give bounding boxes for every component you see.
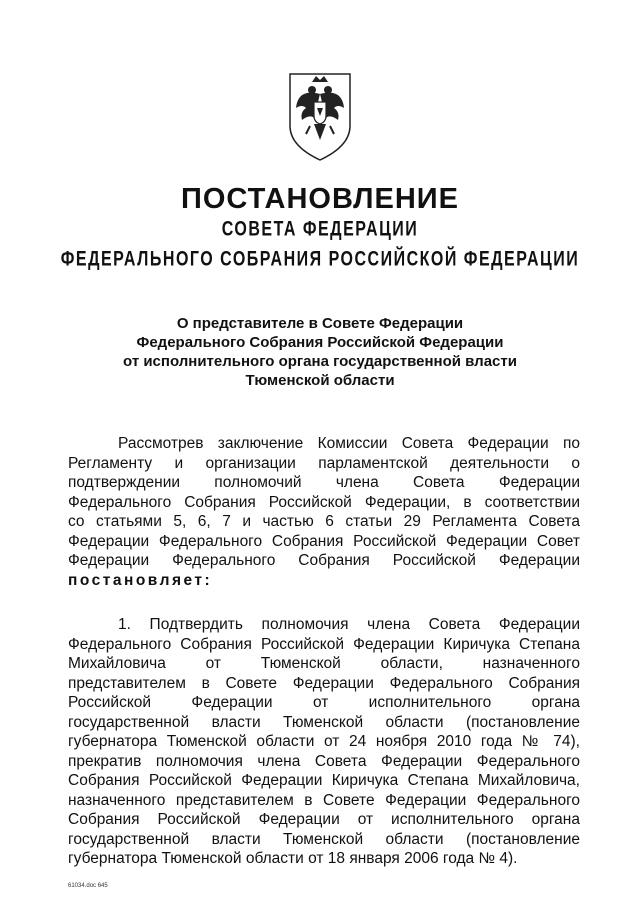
heading-line: Тюменской области bbox=[245, 372, 395, 389]
heading-line: от исполнительного органа государственной власти bbox=[123, 353, 517, 370]
heading-line: Федерального Собрания Российской Федерации bbox=[136, 334, 504, 351]
paragraph-line: Собрания Российской Федерации от исполнительного органа bbox=[68, 811, 580, 828]
paragraph-line: государственной власти Тюменской области (постановление bbox=[68, 830, 580, 848]
document-title: ПОСТАНОВЛЕНИЕ bbox=[181, 183, 459, 215]
paragraph-line: Рассмотрев заключение Комиссии Совета Федерации по bbox=[118, 435, 580, 452]
paragraph-line: подтверждении полномочий члена Совета Федерации bbox=[68, 474, 580, 491]
paragraph-line: губернатора Тюменской области от 18 января 2006 года № 4). bbox=[68, 850, 518, 867]
document-footer-code: 61034.doc 645 bbox=[68, 883, 108, 889]
preamble-paragraph bbox=[68, 434, 580, 590]
paragraph-line: Федерации Федерального Собрания Российской Федерации bbox=[68, 552, 580, 569]
heading-line: О представителе в Совете Федерации bbox=[176, 315, 464, 332]
paragraph-line: Собрания Российской Федерации Киричука Степана Михайловича, bbox=[68, 772, 580, 789]
paragraph-line: прекратив полномочия члена Совета Федерации Федерального bbox=[68, 752, 580, 770]
paragraph-line: со статьями 5, 6, 7 и частью 6 статьи 29 Регламента Совета bbox=[68, 513, 580, 530]
coat-of-arms-emblem bbox=[284, 68, 356, 164]
document-subtitle-assembly: ФЕДЕРАЛЬНОГО СОБРАНИЯ РОССИЙСКОЙ ФЕДЕРАЦИИ bbox=[60, 248, 580, 271]
paragraph-line: губернатора Тюменской области от 24 ноября 2010 года № 74), bbox=[68, 733, 580, 750]
paragraph-line: Регламенту и организации парламентской деятельности о bbox=[68, 454, 580, 472]
paragraph-line: Федерального Собрания Российской Федерации Киричука Степана bbox=[68, 635, 580, 653]
paragraph-line: Российской Федерации от исполнительного органа bbox=[68, 694, 580, 711]
paragraph-line: Федерального Собрания Российской Федерации, в соответствии bbox=[68, 493, 580, 511]
paragraph-line: Михайловича от Тюменской области, назначенного bbox=[68, 655, 580, 672]
paragraph-line: Федерации Федерального Собрания Российской Федерации Совет bbox=[68, 532, 580, 550]
paragraph-line: государственной власти Тюменской области (постановление bbox=[68, 713, 580, 731]
document-subtitle-council: СОВЕТА ФЕДЕРАЦИИ bbox=[221, 218, 419, 241]
paragraph-line: 1. Подтвердить полномочия члена Совета Федерации bbox=[118, 616, 580, 633]
clause-1-paragraph bbox=[68, 615, 580, 869]
resolution-heading bbox=[60, 314, 580, 390]
paragraph-line: назначенного представителем в Совете Федерации Федерального bbox=[68, 791, 580, 809]
paragraph-line: представителем в Совете Федерации Федерального Собрания bbox=[68, 674, 580, 692]
resolves-word: постановляет: bbox=[68, 571, 213, 589]
